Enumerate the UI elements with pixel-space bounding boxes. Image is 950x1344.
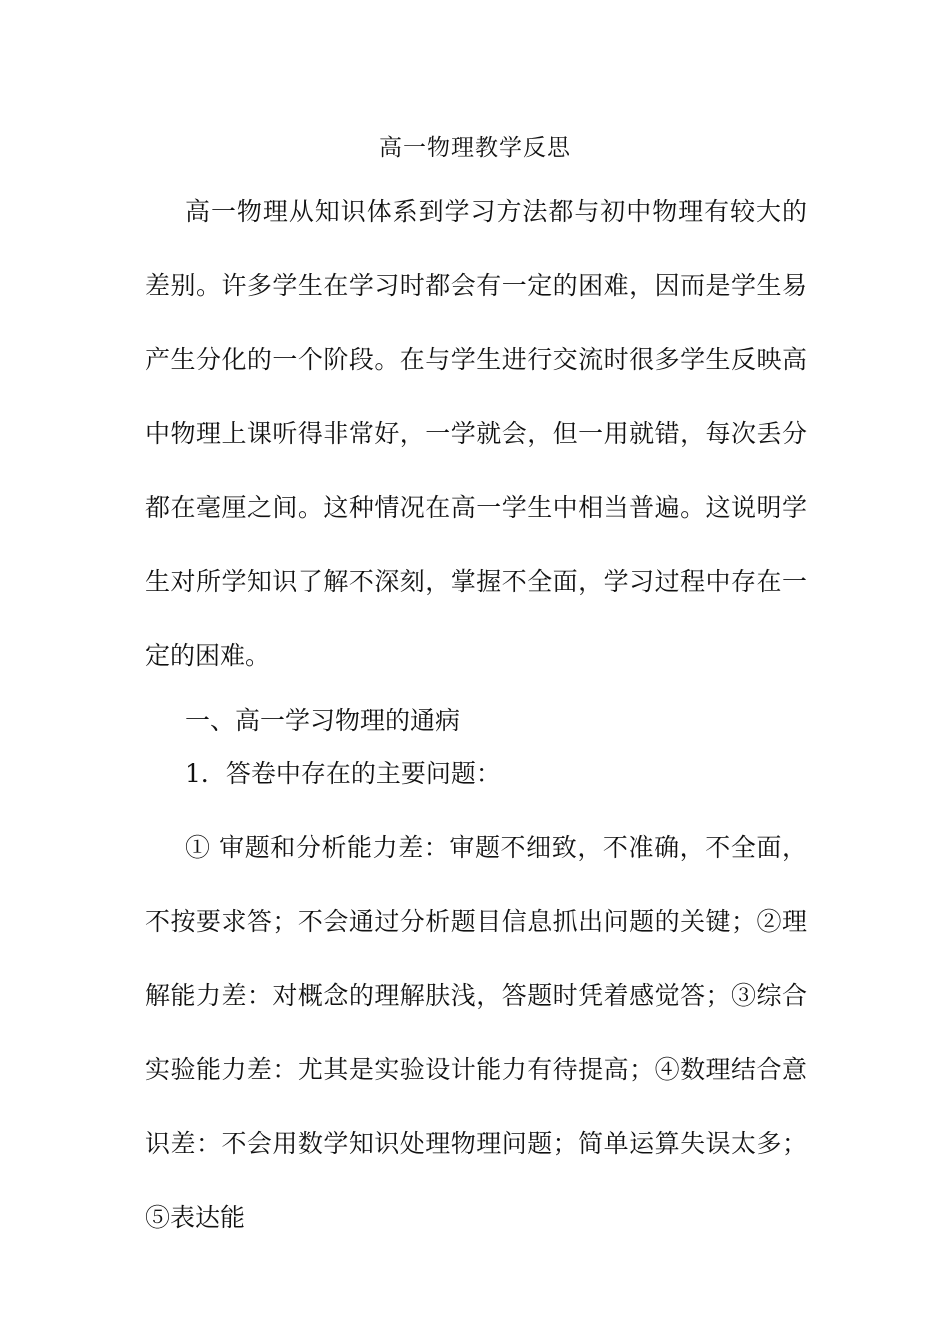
intro-paragraph: 高一物理从知识体系到学习方法都与初中物理有较大的差别。许多学生在学习时都会有一定的困难，因而是学生易产生分化的一个阶段。在与学生进行交流时很多学生反映高中物理上课听得非常好，一学就会，但一用就错，每次丢分都在毫厘之间。这种情况在高一学生中相当普遍。这说明学生对所学知识了解不深刻，掌握不全面，学习过程中存在一定的困难。	[145, 197, 807, 670]
document-title: 高一物理教学反思	[379, 135, 571, 161]
problems-paragraph: ① 审题和分析能力差：审题不细致，不准确，不全面，不按要求答；不会通过分析题目信息抓出问题的关键；②理解能力差：对概念的理解肤浅，答题时凭着感觉答；③综合实验能力差：尤其是实验设计能力有待提高；④数理结合意识差：不会用数学知识处理物理问题；简单运算失误太多；⑤表达能	[145, 833, 807, 1232]
subsection-heading: 1．答卷中存在的主要问题：	[185, 759, 501, 788]
section-heading: 一、高一学习物理的通病	[185, 706, 461, 735]
